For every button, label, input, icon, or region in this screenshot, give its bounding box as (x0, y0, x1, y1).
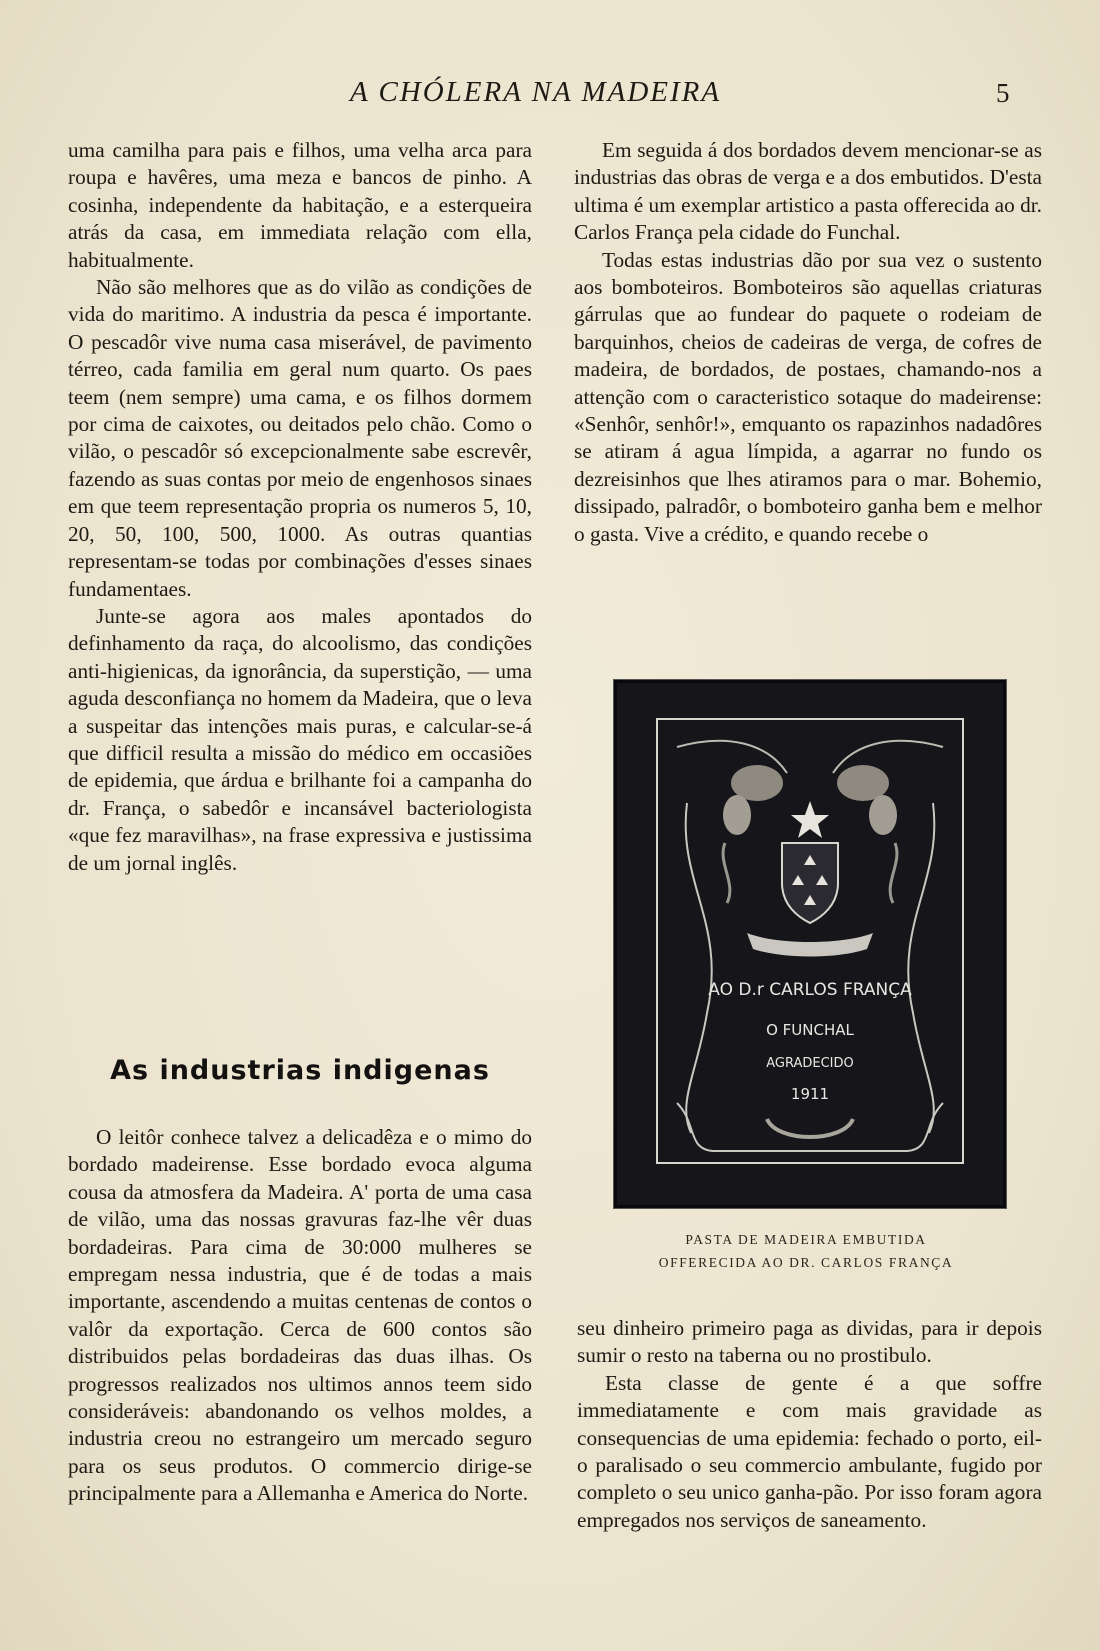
paragraph: Não são melhores que as do vilão as condições de vida do maritimo. A industria da pesca é importante. O pescadôr vive numa casa miserável, de pavimento térreo, cada familia em geral num quarto. Os paes teem (nem sempre) uma cama, e os filhos dormem por cima de caixotes, ou deitados pelo chão. Como o vilão, o pescadôr só excepcionalmente sabe escrevêr, fazendo as suas contas por meio de engenhosos sinaes em que teem representação propria os numeros 5, 10, 20, 50, 100, 500, 1000. As outras quantias representam-se todas por combinações d'esses sinaes fundamentaes. (68, 275, 532, 601)
cover-city: O FUNCHAL (766, 1021, 854, 1039)
left-vine (686, 803, 712, 1133)
right-leaf (869, 795, 897, 835)
left-column-top (68, 137, 532, 877)
paragraph: seu dinheiro primeiro paga as dividas, para ir depois sumir o resto na taberna ou no prostibulo. (577, 1316, 1042, 1368)
bottom-scroll (677, 1103, 943, 1151)
left-thistle (723, 843, 730, 903)
right-column-top (574, 137, 1042, 548)
cover-illustration (614, 680, 1006, 1208)
paragraph: Esta classe de gente é a que soffre immediatamente e com mais gravidade as consequencias de uma epidemia: fechado o porto, eil-o paralisado o seu commercio ambulante, fugido por completo o seu unico ganha-pão. Por isso foram agora empregados nos serviços de saneamento. (577, 1370, 1042, 1532)
page-number: 5 (996, 78, 1010, 108)
paragraph: O leitôr conhece talvez a delicadêza e o mimo do bordado madeirense. Esse bordado evoca alguma cousa da atmosfera da Madeira. A' porta de uma casa de vilão, uma das nossas gravuras faz-lhe vêr duas bordadeiras. Para cima de 30:000 mulheres se empregam nessa industria, que é de todas a mais importante, ascendendo a muitas centenas de contos o valôr da exportação. Cerca de 600 contos são distribuidos pelas bordadeiras das duas ilhas. Os progressos realizados nos ultimos annos teem sido consideráveis: abandonando os velhos moldes, a industria creou no estrangeiro um mercado seguro para os seus produtos. O commercio dirige-se principalmente para a Allemanha e America do Norte. (68, 1125, 532, 1506)
right-column-bottom (577, 1315, 1042, 1534)
left-column-section (68, 1124, 532, 1508)
paragraph: Todas estas industrias dão por sua vez o sustento aos bomboteiros. Bomboteiros são aquellas criaturas gárrulas que ao fundear do paquete o rodeiam de barquinhos, cheios de cadeiras de verga, de cofres de madeira, de bordados, de postaes, chamando-nos a attenção com o caracteristico sotaque do madeirense: «Senhôr, senhôr!», emquanto os rapazinhos nadadôres se atiram á agua límpida, a agarrar no fundo os dezreisinhos que lhes atiramos para o mar. Bohemio, dissipado, palradôr, o bomboteiro ganha bem e melhor o gasta. Vive a crédito, e quando recebe o (574, 247, 1042, 546)
paragraph: Em seguida á dos bordados devem mencionar-se as industrias das obras de verga e a dos embutidos. D'esta ultima é um exemplar artistico a pasta offerecida ao dr. Carlos França pela cidade do Funchal. (574, 138, 1042, 245)
running-head (0, 76, 1100, 116)
star-icon (791, 801, 829, 838)
cover-year: 1911 (790, 1085, 830, 1103)
paragraph: uma camilha para pais e filhos, uma velha arca para roupa e havêres, uma meza e bancos de pinho. A cosinha, independente da habitação, e a esterqueira atrás da casa, em immediata relação com ella, habitualmente. (68, 138, 532, 272)
left-leaf (723, 795, 751, 835)
paragraph: Junte-se agora aos males apontados do definhamento da raça, do alcoolismo, das condições anti-higienicas, da ignorância, da superstição, — uma aguda desconfiança no homem da Madeira, que o leva a suspeitar das intenções mais puras, e calcular-se-á que difficil resulta a missão do médico em occasiões de epidemia, que árdua e brilhante foi a campanha do dr. França, o sabedôr e incansável bacteriologista «que fez maravilhas», na frase expressiva e justissima de um jornal inglês. (68, 603, 532, 875)
caption-line: PASTA DE MADEIRA EMBUTIDA (685, 1232, 927, 1247)
cover-thanks: AGRADECIDO (766, 1056, 854, 1071)
right-vine (908, 803, 934, 1133)
ribbon-banner (747, 933, 873, 957)
laurel-wreath (767, 1119, 853, 1137)
right-thistle (890, 843, 897, 903)
cover-artwork (617, 683, 1003, 1205)
section-heading: As industrias indigenas (110, 1055, 490, 1086)
caption-line: OFFERECIDA AO DR. CARLOS FRANÇA (658, 1255, 954, 1270)
figure-caption (600, 1228, 1012, 1274)
running-title: A CHÓLERA NA MADEIRA (350, 76, 722, 108)
cover-dedication: AO D.r CARLOS FRANÇA (708, 980, 912, 1000)
